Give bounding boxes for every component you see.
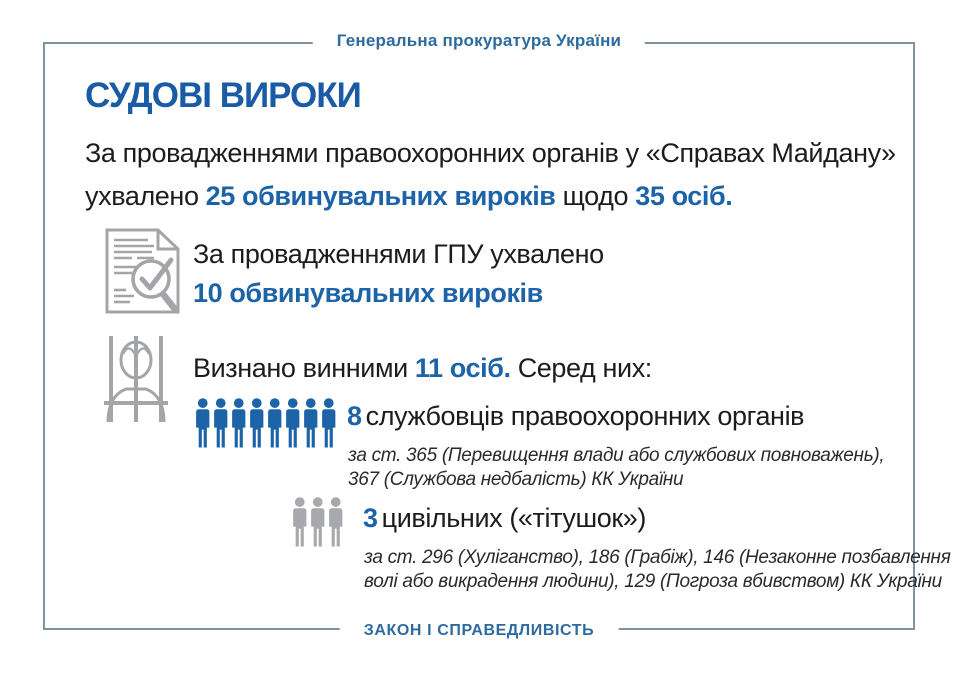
group-civilians-label: цивільних («тітушок») bbox=[381, 503, 646, 533]
officials-note-line2: 367 (Службова недбалість) КК України bbox=[348, 468, 684, 490]
person-pictogram-icon bbox=[328, 497, 344, 548]
prisoner-behind-bars-icon bbox=[103, 334, 169, 424]
civilians-note-line1: за ст. 296 (Хуліганство), 186 (Грабіж), 146 (Незаконне позбавлення bbox=[364, 547, 951, 568]
stat-35-persons: 35 осіб. bbox=[635, 181, 733, 211]
civilians-note-line2: волі або викрадення людини), 129 (Погроза вбивством) КК України bbox=[364, 570, 942, 592]
person-pictogram-icon bbox=[310, 497, 326, 548]
guilty-suffix: Серед них: bbox=[510, 353, 652, 383]
group-civilians-headline bbox=[363, 503, 646, 534]
intro-text bbox=[85, 132, 896, 218]
person-pictogram-icon bbox=[321, 398, 337, 449]
stat-3-civilians: 3 bbox=[363, 503, 378, 533]
person-pictogram-icon bbox=[292, 497, 308, 548]
pictogram-row-civilians bbox=[292, 497, 344, 548]
intro-line1: За провадженнями правоохоронних органів у «Справах Майдану» bbox=[85, 138, 896, 168]
group-officials-headline bbox=[347, 401, 804, 432]
person-pictogram-icon bbox=[231, 398, 247, 449]
stat-10-verdicts: 10 обвинувальних вироків bbox=[193, 278, 543, 308]
person-pictogram-icon bbox=[249, 398, 265, 449]
person-pictogram-icon bbox=[285, 398, 301, 449]
group-officials-note bbox=[348, 444, 884, 491]
guilty-prefix: Визнано винними bbox=[193, 353, 415, 383]
guilty-block-text bbox=[193, 347, 652, 390]
person-pictogram-icon bbox=[195, 398, 211, 449]
gpu-block-text bbox=[193, 235, 604, 313]
footer-motto-label: ЗАКОН І СПРАВЕДЛИВІСТЬ bbox=[340, 622, 619, 640]
person-pictogram-icon bbox=[267, 398, 283, 449]
person-pictogram-icon bbox=[213, 398, 229, 449]
header-org-label: Генеральна прокуратура України bbox=[313, 31, 645, 51]
page-title: СУДОВІ ВИРОКИ bbox=[85, 76, 361, 115]
stat-11-persons: 11 осіб. bbox=[414, 353, 511, 383]
pictogram-row-officials bbox=[195, 398, 337, 449]
group-civilians-note bbox=[364, 546, 951, 593]
gpu-line1: За провадженнями ГПУ ухвалено bbox=[193, 239, 604, 269]
group-officials-label: службовців правоохоронних органів bbox=[365, 401, 805, 431]
person-pictogram-icon bbox=[303, 398, 319, 449]
intro-line2-mid: щодо bbox=[555, 181, 636, 211]
document-check-magnifier-icon bbox=[102, 227, 184, 315]
stat-25-verdicts: 25 обвинувальних вироків bbox=[205, 181, 556, 211]
officials-note-line1: за ст. 365 (Перевищення влади або службових повноважень), bbox=[348, 445, 885, 466]
infographic-card bbox=[43, 31, 951, 639]
intro-line2-prefix: ухвалено bbox=[85, 181, 206, 211]
stat-8-officials: 8 bbox=[347, 401, 362, 431]
